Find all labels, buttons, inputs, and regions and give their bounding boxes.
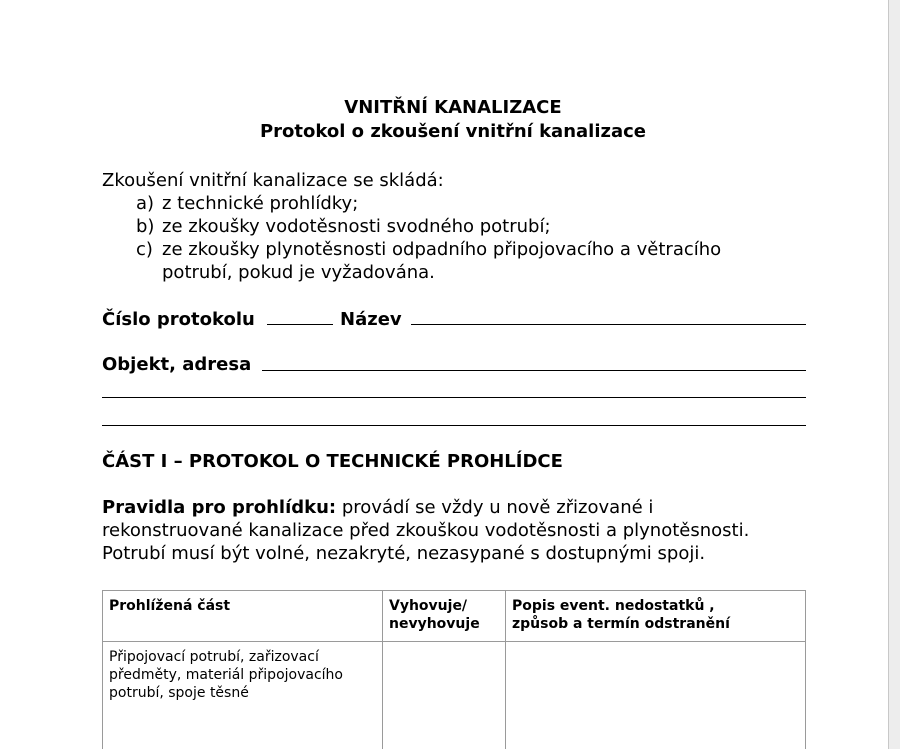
list-marker: a) [136, 193, 155, 214]
column-header-line: nevyhovuje [389, 616, 480, 632]
cell-text-line: předměty, materiál připojovacího [109, 667, 343, 683]
rules-label: Pravidla pro prohlídku: [102, 497, 337, 518]
cell-complies[interactable] [383, 642, 506, 749]
list-item-continuation: potrubí, pokud je vyžadována. [162, 262, 435, 283]
name-field[interactable] [411, 324, 806, 325]
intro-lead: Zkoušení vnitřní kanalizace se skládá: [102, 170, 444, 191]
protocol-number-label: Číslo protokolu [102, 309, 255, 330]
list-item [136, 215, 551, 238]
inspection-rules [102, 496, 749, 565]
column-header-line: Prohlížená část [109, 598, 231, 614]
inspection-table [102, 590, 806, 749]
rules-line [102, 496, 749, 519]
object-address-field-line-2[interactable] [102, 397, 806, 398]
cell-inspected-part [103, 642, 383, 749]
object-address-field-line-3[interactable] [102, 425, 806, 426]
column-header-complies [383, 591, 506, 642]
table-header-row [103, 591, 806, 642]
cell-description[interactable] [506, 642, 806, 749]
document-subtitle: Protokol o zkoušení vnitřní kanalizace [259, 121, 646, 142]
name-label: Název [340, 309, 402, 330]
rules-line: rekonstruované kanalizace před zkouškou vodotěsnosti a plynotěsnosti. [102, 520, 750, 541]
protocol-number-field[interactable] [267, 324, 333, 325]
column-header-description [506, 591, 806, 642]
list-item-text: ze zkoušky plynotěsnosti odpadního připojovacího a větracího [162, 239, 722, 260]
cell-text-line: Připojovací potrubí, zařizovací [109, 649, 319, 665]
list-item-text: ze zkoušky vodotěsnosti svodného potrubí; [162, 216, 551, 237]
table-row [103, 642, 806, 749]
column-header-inspected-part [103, 591, 383, 642]
list-item [136, 238, 721, 261]
column-header-line: Popis event. nedostatků , [512, 598, 715, 614]
object-address-label: Objekt, adresa [102, 354, 252, 375]
column-header-line: způsob a termín odstranění [512, 616, 730, 632]
list-item [136, 192, 358, 215]
document-title: VNITŘNÍ KANALIZACE [344, 97, 562, 118]
object-address-field[interactable] [262, 370, 806, 371]
column-header-line: Vyhovuje/ [389, 598, 468, 614]
cell-text-line: potrubí, spoje těsné [109, 685, 249, 701]
list-marker: b) [136, 216, 155, 237]
rules-line: Potrubí musí být volné, nezakryté, nezasypané s dostupnými spoji. [102, 543, 706, 564]
list-item-text: z technické prohlídky; [162, 193, 359, 214]
list-marker: c) [136, 239, 153, 260]
rules-text: provádí se vždy u nově zřizované i [336, 497, 654, 518]
section-heading: ČÁST I – PROTOKOL O TECHNICKÉ PROHLÍDCE [102, 451, 563, 472]
